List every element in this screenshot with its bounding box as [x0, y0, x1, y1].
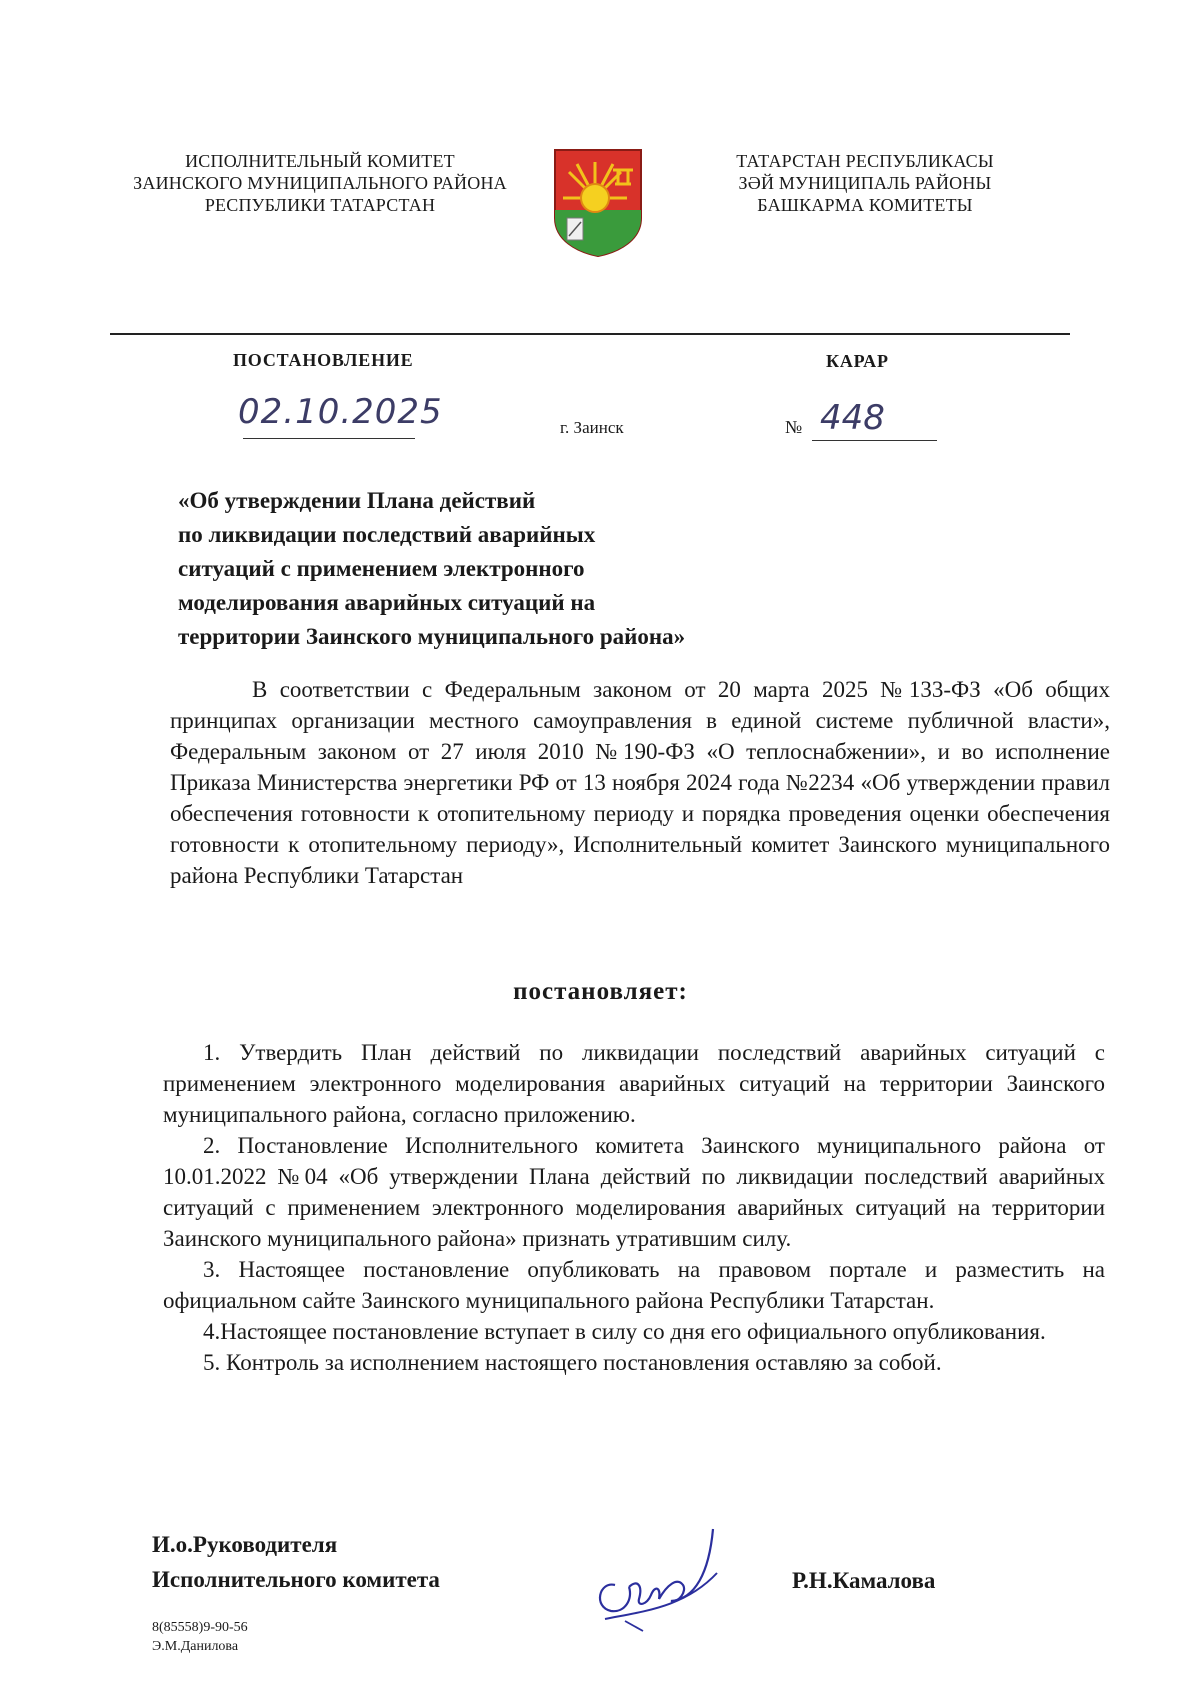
header-right-line-2: ЗӘЙ МУНИЦИПАЛЬ РАЙОНЫ: [738, 173, 992, 193]
header-left-line-2: ЗАИНСКОГО МУНИЦИПАЛЬНОГО РАЙОНА: [133, 173, 507, 193]
signature-icon: [585, 1515, 730, 1635]
header-right-line-3: БАШКАРМА КОМИТЕТЫ: [757, 195, 973, 215]
header-left-line-1: ИСПОЛНИТЕЛЬНЫЙ КОМИТЕТ: [185, 151, 455, 171]
resolution-item-2: 2. Постановление Исполнительного комитета Заинского муниципального района от 10.01.2022 №04 «Об утверждении Плана действий по ликвидации последствий аварийных ситуаций с применением электронного моделирования аварийных ситуаций на территории Заинского муниципального района» признать утратившим силу.: [163, 1133, 1105, 1251]
number-underline: [812, 440, 937, 441]
resolution-item-5: 5. Контроль за исполнением настоящего постановления оставляю за собой.: [203, 1350, 942, 1375]
title-line-3: ситуаций с применением электронного: [178, 556, 585, 581]
title-line-5: территории Заинского муниципального района»: [178, 624, 686, 649]
date-underline: [243, 438, 415, 439]
title-line-2: по ликвидации последствий аварийных: [178, 522, 596, 547]
resolution-item-1: 1. Утвердить План действий по ликвидации последствий аварийных ситуаций с применением электронного моделирования аварийных ситуаций на территории Заинского муниципального района, согласно приложению.: [163, 1040, 1105, 1127]
contact-block: [152, 1618, 248, 1656]
header-divider: [110, 333, 1070, 335]
coat-of-arms-icon: [553, 148, 643, 258]
document-city: г. Заинск: [560, 418, 624, 437]
signatory-title: [152, 1527, 440, 1597]
signatory-name: Р.Н.Камалова: [792, 1568, 936, 1593]
header-right-block: [700, 150, 1030, 216]
resolution-item-3: 3. Настоящее постановление опубликовать на правовом портале и разместить на официальном сайте Заинского муниципального района Республики Татарстан.: [163, 1257, 1105, 1313]
title-line-1: «Об утверждении Плана действий: [178, 488, 536, 513]
document-date: 02.10.2025: [238, 392, 443, 432]
signatory-title-line-2: Исполнительного комитета: [152, 1567, 440, 1592]
header-left-line-3: РЕСПУБЛИКИ ТАТАРСТАН: [204, 195, 436, 215]
number-sign: №: [785, 417, 803, 437]
resolves-heading: постановляет:: [513, 978, 688, 1005]
header-right-line-1: ТАТАРСТАН РЕСПУБЛИКАСЫ: [736, 151, 994, 171]
resolution-items: [163, 1037, 1105, 1378]
resolution-item-4: 4.Настоящее постановление вступает в силу со дня его официального опубликования.: [203, 1319, 1046, 1344]
document-number: 448: [820, 398, 885, 438]
header-left-block: [110, 150, 530, 216]
preamble-paragraph: В соответствии с Федеральным законом от 20 марта 2025 №133-ФЗ «Об общих принципах организации местного самоуправления в единой системе публичной власти», Федеральным законом от 27 июля 2010 №190-ФЗ «О теплоснабжении», и во исполнение Приказа Министерства энергетики РФ от 13 ноября 2024 года №2234 «Об утверждении правил обеспечения готовности к отопительному периоду и порядка проведения оценки обеспечения готовности к отопительному периоду», Исполнительный комитет Заинского муниципального района Республики Татарстан: [170, 677, 1110, 888]
contact-phone: 8(85558)9-90-56: [152, 1620, 248, 1635]
doc-type-russian: ПОСТАНОВЛЕНИЕ: [233, 350, 414, 370]
title-line-4: моделирования аварийных ситуаций на: [178, 590, 596, 615]
signatory-title-line-1: И.о.Руководителя: [152, 1532, 338, 1557]
contact-executor: Э.М.Данилова: [152, 1639, 239, 1654]
doc-type-tatar: КАРАР: [826, 351, 889, 371]
document-title: [178, 484, 858, 654]
